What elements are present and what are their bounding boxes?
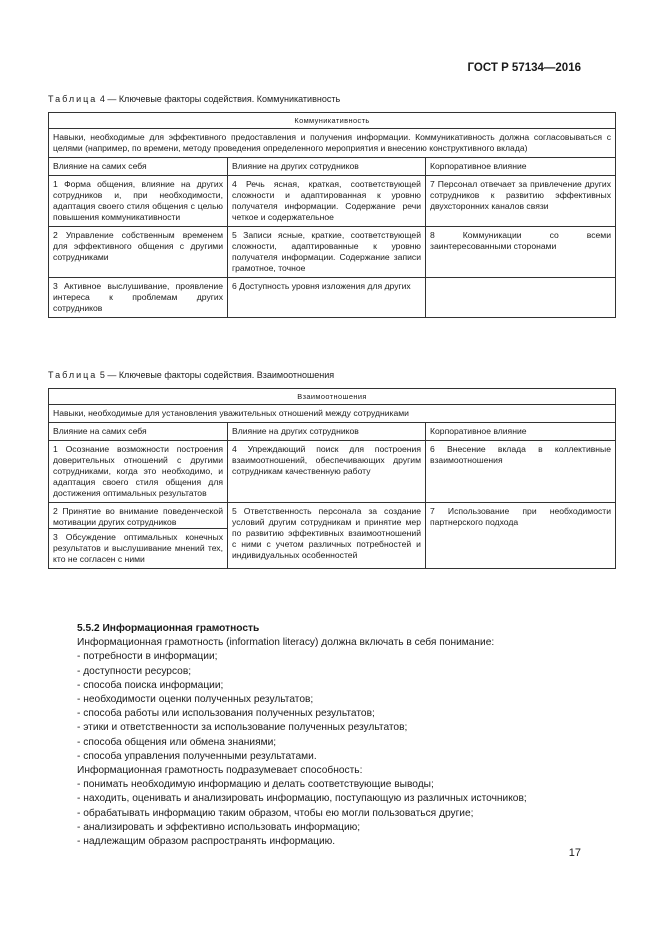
table4-cell: [426, 278, 616, 318]
page-number: 17: [568, 847, 581, 859]
table4-cell: 5 Записи ясные, краткие, соответствующей сложности, адаптированные к уровню получателя информации. Содержание записи грамотное, точное: [228, 227, 426, 278]
section-intro: Информационная грамотность (information literacy) должна включать в себя понимание:: [77, 637, 495, 649]
list-item: - находить, оценивать и анализировать информацию, поступающую из различных источников;: [77, 792, 597, 806]
list-item: - обрабатывать информацию таким образом, чтобы ею могли пользоваться другие;: [77, 807, 597, 821]
table4-col-header: Корпоративное влияние: [426, 158, 616, 176]
table5-cell-stack: [49, 503, 228, 569]
section-intro-2: Информационная грамотность подразумевает способность:: [77, 765, 363, 777]
table5-intro: Навыки, необходимые для установления уважительных отношений между сотрудниками: [49, 405, 616, 423]
table4-cell: 6 Доступность уровня изложения для других: [228, 278, 426, 318]
table5-col-header: Влияние на самих себя: [49, 423, 228, 441]
table4-caption-prefix: Таблица: [48, 94, 98, 104]
table5-cell: 5 Ответственность персонала за создание условий другим сотрудникам и принятие мер по развитию эффективных взаимоотношений с ними с учетом различных потребностей и индивидуальных особенностей: [228, 503, 426, 569]
table5-cell: 6 Внесение вклада в коллективные взаимоотношения: [426, 441, 616, 503]
table5-cell: 1 Осознание возможности построения доверительных отношений с другими сотрудниками, когда это необходимо, и адаптация своего стиля общения для достижения оптимальных результатов: [49, 441, 228, 503]
table4-col-header: Влияние на других сотрудников: [228, 158, 426, 176]
table-row: [49, 441, 616, 503]
list-item: - анализировать и эффективно использовать информацию;: [77, 821, 597, 835]
table4-cell: 8 Коммуникации со всеми заинтересованными сторонами: [426, 227, 616, 278]
table5-caption-text: 5 — Ключевые факторы содействия. Взаимоотношения: [99, 370, 335, 380]
list-item: - понимать необходимую информацию и делать соответствующие выводы;: [77, 778, 597, 792]
table4-title: Коммуникативность: [49, 113, 616, 129]
table5-cell: 2 Принятие во внимание поведенческой мотивации других сотрудников: [53, 506, 223, 527]
table5-cell: 3 Обсуждение оптимальных конечных результатов и выслушивание мнений тех, кто не согласен с ними: [49, 528, 227, 565]
table-row: [49, 227, 616, 278]
table4-intro: Навыки, необходимые для эффективного предоставления и получения информации. Коммуникативность должна согласовываться с целями (например, по времени, методу проведения определенного мероприятия и внесению конструктивного вклада): [49, 129, 616, 158]
table5-caption-prefix: Таблица: [48, 370, 98, 380]
list-item: - способа поиска информации;: [77, 679, 597, 693]
section-5-5-2: [77, 622, 597, 849]
table-row: [49, 278, 616, 318]
table5-col-header: Влияние на других сотрудников: [228, 423, 426, 441]
table4-cell: 4 Речь ясная, краткая, соответствующей сложности и адаптированная к уровню получателя информации. Содержание речи четкое и содержательное: [228, 176, 426, 227]
standard-header: ГОСТ Р 57134—2016: [467, 62, 581, 74]
table4-col-header: Влияние на самих себя: [49, 158, 228, 176]
table5: [48, 388, 616, 569]
table4-cell: 7 Персонал отвечает за привлечение других сотрудников к развитию эффективных двухсторонних каналов связи: [426, 176, 616, 227]
list-item: - надлежащим образом распространять информацию.: [77, 835, 597, 849]
list-item: - этики и ответственности за использование полученных результатов;: [77, 721, 597, 735]
table5-title: Взаимоотношения: [49, 389, 616, 405]
list-item: - необходимости оценки полученных результатов;: [77, 693, 597, 707]
table4-cell: 2 Управление собственным временем для эффективного общения с другими сотрудниками: [49, 227, 228, 278]
table4-caption-text: 4 — Ключевые факторы содействия. Коммуникативность: [99, 94, 341, 104]
table4-cell: 3 Активное выслушивание, проявление интереса к проблемам других сотрудников: [49, 278, 228, 318]
list-item: - способа общения или обмена знаниями;: [77, 736, 597, 750]
table4-cell: 1 Форма общения, влияние на других сотрудников и, при необходимости, адаптация своего стиля общения с целью повышения коммуникативности: [49, 176, 228, 227]
section-heading: 5.5.2 Информационная грамотность: [77, 623, 260, 634]
list-item: - способа работы или использования полученных результатов;: [77, 707, 597, 721]
table5-cell: 4 Упреждающий поиск для построения взаимоотношений, обеспечивающих другим сотрудникам качественную работу: [228, 441, 426, 503]
table5-caption: [48, 370, 334, 380]
table5-col-header: Корпоративное влияние: [426, 423, 616, 441]
table4-caption: [48, 94, 340, 104]
list-item: - потребности в информации;: [77, 650, 597, 664]
table-row: [49, 503, 616, 569]
table-row: [49, 176, 616, 227]
list-item: - доступности ресурсов;: [77, 665, 597, 679]
table4: [48, 112, 616, 318]
list-item: - способа управления полученными результатами.: [77, 750, 597, 764]
table5-cell: 7 Использование при необходимости партнерского подхода: [426, 503, 616, 569]
